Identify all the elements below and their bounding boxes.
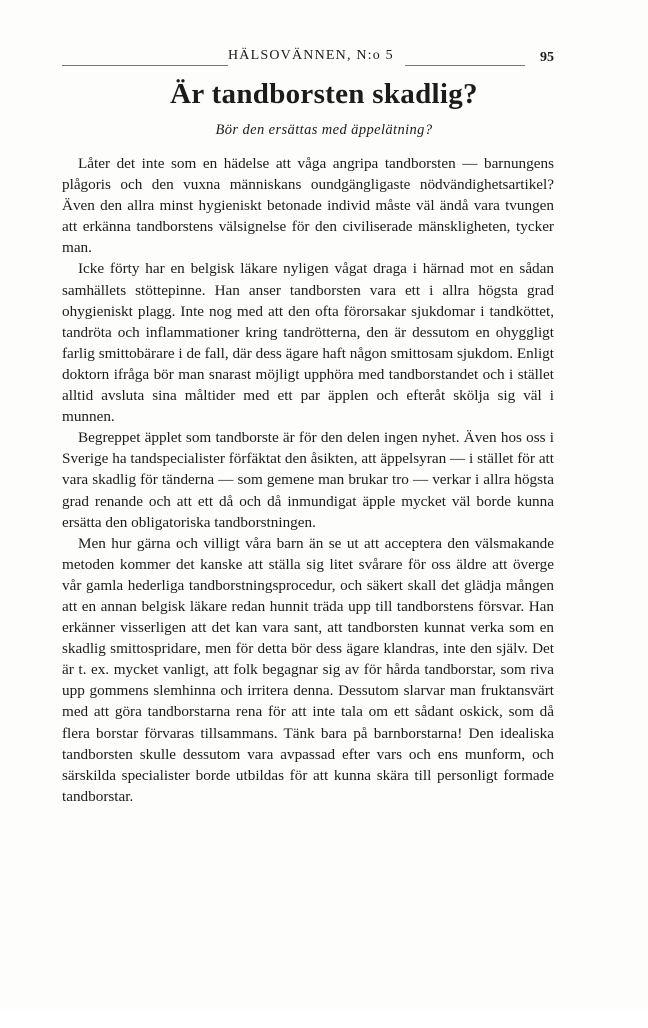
article-subtitle: Bör den ersättas med äppelätning? <box>215 122 433 138</box>
article-body <box>62 153 554 807</box>
paragraph-2: Icke förty har en belgisk läkare nyligen vågat draga i härnad mot en sådan samhällets stöttepinne. Han anser tandborsten vara ett i allra högsta grad ohygieniskt plagg. Inte nog med att den ofta förorsakar sjukdomar i tandköttet, tandröta och inflammationer kring tandrötterna, den är dessutom en ohyggligt farlig smittobärare i de fall, där dess ägare haft någon smittosam sjukdom. Enligt doktorn ifråga bör man snarast möjligt upphöra med tandborstandet och i stället alltid avsluta sina måltider med ett par äpplen och efteråt skölja sig väl i munnen. <box>62 260 554 426</box>
header-rule-left <box>62 65 228 66</box>
journal-title: HÄLSOVÄNNEN, N:o 5 <box>228 48 394 63</box>
article-title: Är tandborsten skadlig? <box>170 78 478 110</box>
header-rule-right <box>405 65 525 66</box>
paragraph-3: Begreppet äpplet som tandborste är för den delen ingen nyhet. Även hos oss i Sverige ha tandspecialister förfäktat den åsikten, att äppelsyran — i stället för att vara skadlig för tänderna — som gemene man brukar tro — verkar i allra högsta grad renande och att ett då och då inmundigat äpple mycket väl borde kunna ersätta den obligatoriska tandborstningen. <box>62 429 554 531</box>
page-bottom-margin <box>0 1010 648 1028</box>
running-header <box>0 48 648 72</box>
page-number: 95 <box>540 50 554 65</box>
paragraph-1: Låter det inte som en hädelse att våga angripa tandborsten — barnungens plågoris och den vuxna människans oundgängligaste nödvändighetsartikel? Även den allra minst hygieniskt betonade individ måste väl ändå vara tvungen att erkänna tandborstens välsignelse för den civiliserade mänskligheten, tycker man. <box>62 155 554 257</box>
paragraph-4: Men hur gärna och villigt våra barn än se ut att acceptera den välsmakande metoden kommer det kanske att ställa sig litet svårare för oss äldre att överge vår gamla hederliga tandborstningsprocedur, och säkert skall det glädja mången att en annan belgisk läkare redan hunnit träda upp till tandborstens försvar. Han erkänner visserligen att det kan vara sant, att tandborsten kunnat verka som en skadlig smittospridare, men för detta bör dess ägare klandras, inte den själv. Det är t. ex. mycket vanligt, att folk begagnar sig av för hårda tandborstar, som riva upp gommens slemhinna och irritera denna. Dessutom slarvar man fruktansvärt med att göra tandborstarna rena för att inte tala om ett sådant oskick, som då flera borstar förvaras tillsammans. Tänk bara på barnborstarna! Den idealiska tandborsten skulle dessutom vara avpassad efter vars och ens munform, och särskilda specialister borde utbildas för att kunna skära till personligt formade tandborstar. <box>62 534 554 805</box>
